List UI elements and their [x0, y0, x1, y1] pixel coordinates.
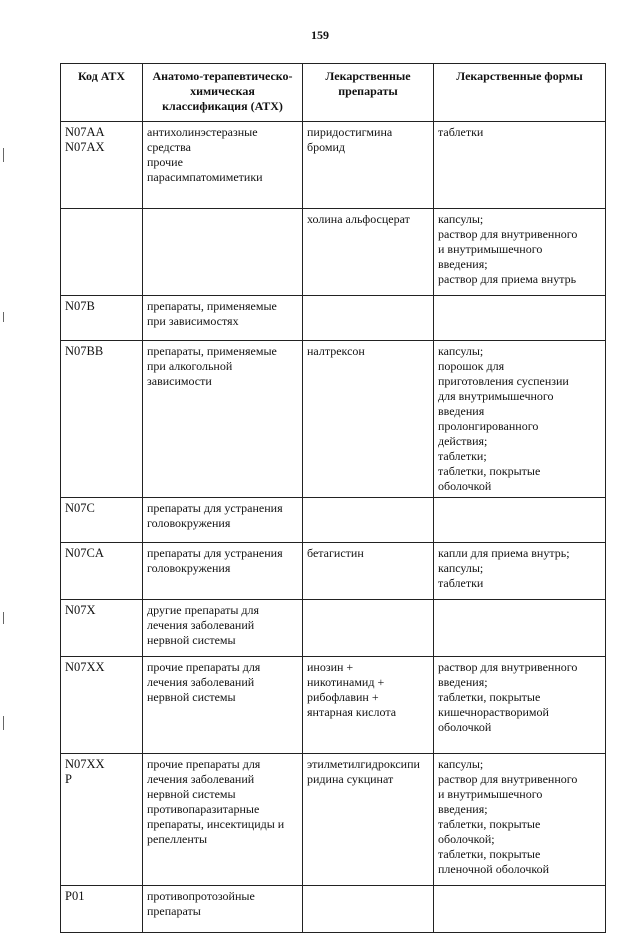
- cell-line: и внутримышечного: [438, 787, 543, 801]
- header-dosage-forms: [434, 64, 606, 122]
- cell-line: налтрексон: [307, 344, 365, 358]
- page-number: 159: [311, 28, 329, 42]
- table-row: [61, 341, 606, 498]
- cell-line: парасимпатомиметики: [147, 170, 263, 184]
- cell-line: никотинамид +: [307, 675, 385, 689]
- cell-line: инозин +: [307, 660, 354, 674]
- cell-line: и внутримышечного: [438, 242, 543, 256]
- drug-cell: [303, 600, 434, 657]
- table-row: [61, 498, 606, 543]
- cell-line: при зависимостях: [147, 314, 239, 328]
- drug-cell: [303, 543, 434, 600]
- atx-code-cell: [61, 498, 143, 543]
- cell-line: раствор для внутривенного: [438, 772, 578, 786]
- dosage-forms-cell: [434, 341, 606, 498]
- classification-cell: [143, 296, 303, 341]
- cell-line: N07BB: [65, 344, 104, 358]
- dosage-forms-cell: [434, 754, 606, 886]
- cell-line: препараты для устранения: [147, 501, 283, 515]
- header-line: Лекарственные формы: [456, 69, 583, 83]
- cell-line: янтарная кислота: [307, 705, 397, 719]
- header-line: Код АТХ: [77, 69, 126, 83]
- cell-line: пленочной оболочкой: [438, 862, 550, 876]
- cell-line: лечения заболеваний: [147, 675, 255, 689]
- cell-line: прочие: [147, 155, 183, 169]
- classification-cell: [143, 754, 303, 886]
- cell-line: ридина сукцинат: [307, 772, 394, 786]
- cell-line: головокружения: [147, 561, 231, 575]
- cell-line: антихолинэстеразные: [147, 125, 258, 139]
- cell-line: бетагистин: [307, 546, 364, 560]
- cell-line: препараты, применяемые: [147, 344, 277, 358]
- atx-code-cell: [61, 543, 143, 600]
- cell-line: введения: [438, 404, 485, 418]
- cell-line: оболочкой: [438, 479, 492, 493]
- classification-cell: [143, 600, 303, 657]
- drug-cell: [303, 341, 434, 498]
- cell-line: N07X: [65, 603, 96, 617]
- scan-margin-mark: [3, 612, 4, 624]
- classification-cell: [143, 498, 303, 543]
- atx-code-cell: [61, 600, 143, 657]
- header-line: классификация (АТХ): [162, 99, 283, 113]
- classification-cell: [143, 657, 303, 754]
- cell-line: введения;: [438, 675, 488, 689]
- cell-line: оболочкой;: [438, 832, 495, 846]
- table-row: [61, 543, 606, 600]
- cell-line: средства: [147, 140, 192, 154]
- header-line: химическая: [190, 84, 255, 98]
- header-drugs: [303, 64, 434, 122]
- atx-table: [60, 63, 606, 933]
- cell-line: бромид: [307, 140, 345, 154]
- table-row: [61, 754, 606, 886]
- cell-line: N07B: [65, 299, 95, 313]
- classification-cell: [143, 886, 303, 933]
- atx-code-cell: [61, 886, 143, 933]
- table-header-row: [61, 64, 606, 122]
- cell-line: холина альфосцерат: [307, 212, 410, 226]
- cell-line: нервной системы: [147, 690, 236, 704]
- atx-code-cell: [61, 296, 143, 341]
- cell-line: зависимости: [147, 374, 212, 388]
- scan-margin-mark: [3, 312, 4, 322]
- cell-line: N07AX: [65, 140, 105, 154]
- cell-line: приготовления суспензии: [438, 374, 569, 388]
- cell-line: пиридостигмина: [307, 125, 393, 139]
- table-row: [61, 657, 606, 754]
- cell-line: P01: [65, 889, 85, 903]
- cell-line: для внутримышечного: [438, 389, 554, 403]
- cell-line: N07XX: [65, 757, 105, 771]
- cell-line: этилметилгидроксипи: [307, 757, 420, 771]
- cell-line: противопаразитарные: [147, 802, 260, 816]
- cell-line: таблетки, покрытые: [438, 464, 541, 478]
- cell-line: головокружения: [147, 516, 231, 530]
- dosage-forms-cell: [434, 209, 606, 296]
- cell-line: прочие препараты для: [147, 660, 261, 674]
- drug-cell: [303, 296, 434, 341]
- cell-line: таблетки, покрытые: [438, 847, 541, 861]
- cell-line: таблетки, покрытые: [438, 817, 541, 831]
- cell-line: капсулы;: [438, 561, 484, 575]
- cell-line: лечения заболеваний: [147, 618, 255, 632]
- header-classification: [143, 64, 303, 122]
- cell-line: введения;: [438, 257, 488, 271]
- cell-line: при алкогольной: [147, 359, 233, 373]
- cell-line: N07C: [65, 501, 95, 515]
- cell-line: капсулы;: [438, 344, 484, 358]
- table-body: [61, 122, 606, 933]
- classification-cell: [143, 209, 303, 296]
- table-row: [61, 886, 606, 933]
- drug-cell: [303, 886, 434, 933]
- header-line: Анатомо-терапевтическо-: [152, 69, 293, 83]
- scan-margin-mark: [3, 716, 4, 730]
- atx-code-cell: [61, 341, 143, 498]
- cell-line: противопротозойные: [147, 889, 255, 903]
- cell-line: кишечнорастворимой: [438, 705, 549, 719]
- header-line: Лекарственные: [325, 69, 411, 83]
- cell-line: нервной системы: [147, 787, 236, 801]
- dosage-forms-cell: [434, 498, 606, 543]
- classification-cell: [143, 122, 303, 209]
- cell-line: препараты: [147, 904, 201, 918]
- cell-line: раствор для приема внутрь: [438, 272, 577, 286]
- table-row: [61, 122, 606, 209]
- cell-line: капсулы;: [438, 212, 484, 226]
- cell-line: N07XX: [65, 660, 105, 674]
- cell-line: капсулы;: [438, 757, 484, 771]
- cell-line: препараты, применяемые: [147, 299, 277, 313]
- cell-line: раствор для внутривенного: [438, 660, 578, 674]
- cell-line: лечения заболеваний: [147, 772, 255, 786]
- drug-cell: [303, 209, 434, 296]
- cell-line: капли для приема внутрь;: [438, 546, 570, 560]
- cell-line: N07CA: [65, 546, 104, 560]
- table-row: [61, 296, 606, 341]
- drug-cell: [303, 657, 434, 754]
- dosage-forms-cell: [434, 122, 606, 209]
- drug-cell: [303, 754, 434, 886]
- table-row: [61, 209, 606, 296]
- cell-line: препараты, инсектициды и: [147, 817, 285, 831]
- cell-line: нервной системы: [147, 633, 236, 647]
- cell-line: таблетки, покрытые: [438, 690, 541, 704]
- cell-line: другие препараты для: [147, 603, 260, 617]
- cell-line: таблетки;: [438, 449, 487, 463]
- dosage-forms-cell: [434, 657, 606, 754]
- header-line: препараты: [338, 84, 398, 98]
- cell-line: таблетки: [438, 125, 484, 139]
- atx-code-cell: [61, 657, 143, 754]
- atx-code-cell: [61, 754, 143, 886]
- scan-margin-mark: [3, 148, 4, 162]
- cell-line: таблетки: [438, 576, 484, 590]
- classification-cell: [143, 543, 303, 600]
- dosage-forms-cell: [434, 886, 606, 933]
- cell-line: препараты для устранения: [147, 546, 283, 560]
- dosage-forms-cell: [434, 296, 606, 341]
- atx-code-cell: [61, 122, 143, 209]
- cell-line: N07AA: [65, 125, 105, 139]
- dosage-forms-cell: [434, 543, 606, 600]
- cell-line: пролонгированного: [438, 419, 539, 433]
- classification-cell: [143, 341, 303, 498]
- cell-line: введения;: [438, 802, 488, 816]
- cell-line: P: [65, 772, 72, 786]
- cell-line: прочие препараты для: [147, 757, 261, 771]
- drug-cell: [303, 122, 434, 209]
- cell-line: действия;: [438, 434, 488, 448]
- drug-cell: [303, 498, 434, 543]
- cell-line: порошок для: [438, 359, 505, 373]
- atx-code-cell: [61, 209, 143, 296]
- header-atx-code: [61, 64, 143, 122]
- cell-line: оболочкой: [438, 720, 492, 734]
- cell-line: репелленты: [147, 832, 208, 846]
- cell-line: рибофлавин +: [307, 690, 379, 704]
- cell-line: раствор для внутривенного: [438, 227, 578, 241]
- table-row: [61, 600, 606, 657]
- dosage-forms-cell: [434, 600, 606, 657]
